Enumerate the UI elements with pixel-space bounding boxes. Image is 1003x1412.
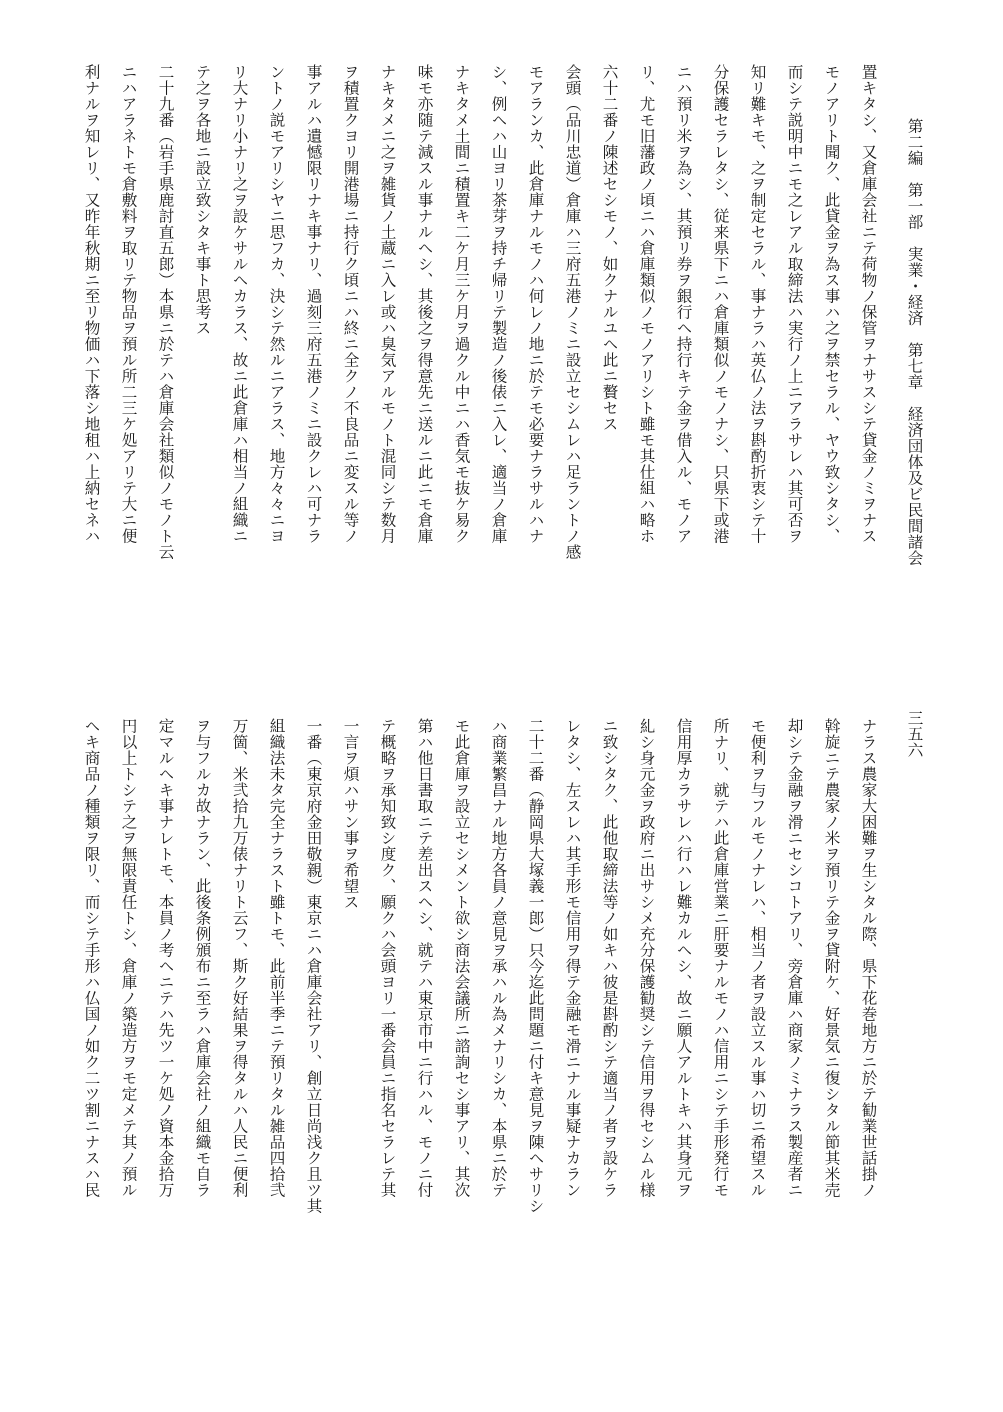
text-column: シ、例ヘハ山ヨリ茶芽ヲ持チ帰リテ製造ノ後俵ニ入レ、適当ノ倉庫 [489,64,508,544]
text-column: ヘキ商品ノ種類ヲ限リ、而シテ手形ハ仏国ノ如ク二ツ割ニナスハ民 [82,718,101,1198]
text-column: モノアリト聞ク、此貸金ヲ為ス事ハ之ヲ禁セラル、ヤウ致シタシ、 [822,64,841,544]
text-column: ニハアラネトモ倉敷料ヲ取リテ物品ヲ預ル所二三ケ処アリテ大ニ便 [119,64,138,544]
text-column: リ大ナリ小ナリ之ヲ設ケサルヘカラス、故ニ此倉庫ハ相当ノ組織ニ [230,64,249,544]
text-column: ハ商業繁昌ナル地方各員ノ意見ヲ承ハル為メナリシカ、本県ニ於テ [489,718,508,1198]
text-column: 分保護セラレタシ、従来県下ニハ倉庫類似ノモノナシ、只県下或港 [711,64,730,544]
text-column: 二十九番（岩手県鹿討直五郎）本県ニ於テハ倉庫会社類似ノモノト云 [156,64,175,560]
text-column: リ、尤モ旧藩政ノ頃ニハ倉庫類似ノモノアリシト雖モ其仕組ハ略ホ [637,64,656,544]
text-column: 所ナリ、就テハ此倉庫営業ニ肝要ナルモノハ信用ニシテ手形発行モ [711,718,730,1198]
text-column: ニ致シタク、此他取締法等ノ如キハ彼是斟酌シテ適当ノ者ヲ設ケラ [600,718,619,1198]
text-column: 糺シ身元金ヲ政府ニ出サシメ充分保護勧奨シテ信用ヲ得セシムル様 [637,718,656,1198]
text-column: テ之ヲ各地ニ設立致シタキ事ト思考ス [193,64,212,336]
text-column: 一番（東京府金田敬親）東京ニハ倉庫会社アリ、創立日尚浅ク且ツ其 [304,718,323,1214]
text-column: 組織法未タ完全ナラスト雖トモ、此前半季ニテ預リタル雑品四拾弐 [267,718,286,1198]
text-column: 却シテ金融ヲ滑ニセシコトアリ、旁倉庫ハ商家ノミナラス製産者ニ [785,718,804,1198]
text-column: ヲ与フルカ故ナラン、此後条例頒布ニ至ラハ倉庫会社ノ組織モ自ラ [193,718,212,1198]
text-column: モ此倉庫ヲ設立セシメント欲シ商法会議所ニ諮詢セシ事アリ、其次 [452,718,471,1198]
text-column: 会頭（品川忠道）倉庫ハ三府五港ノミニ設立セシムレハ足ラントノ感 [563,64,582,560]
text-column: モアランカ、此倉庫ナルモノハ何レノ地ニ於テモ必要ナラサルハナ [526,64,545,544]
text-column: ヲ積置クヨリ開港場ニ持行ク頃ニハ終ニ全クノ不良品ニ変スル等ノ [341,64,360,544]
text-column: 信用厚カラサレハ行ハレ難カルヘシ、故ニ願人アルトキハ其身元ヲ [674,718,693,1198]
text-column: 二十二番（静岡県大塚義一郎）只今迄此問題ニ付キ意見ヲ陳ヘサリシ [526,718,545,1214]
text-column: 知リ難キモ、之ヲ制定セラル、事ナラハ英仏ノ法ヲ斟酌折衷シテ十 [748,64,767,544]
text-column: 置キタシ、又倉庫会社ニテ荷物ノ保管ヲナサスシテ貸金ノミヲナス [859,64,878,544]
text-column: 事アルハ遺憾限リナキ事ナリ、過刻三府五港ノミニ設クレハ可ナラ [304,64,323,544]
text-column: 利ナルヲ知レリ、又昨年秋期ニ至リ物価ハ下落シ地租ハ上納セネハ [82,64,101,544]
text-column: 円以上トシテ之ヲ無限責任トシ、倉庫ノ築造方ヲモ定メテ其ノ預ル [119,718,138,1198]
text-column: ニハ預リ米ヲ為シ、其預リ券ヲ銀行ヘ持行キテ金ヲ借入ル、モノア [674,64,693,544]
text-column: ナラス農家大困難ヲ生シタル際、県下花巻地方ニ於テ勧業世話掛ノ [859,718,878,1198]
text-column: 第ハ他日書取ニテ差出スヘシ、就テハ東京市中ニ行ハル、モノニ付 [415,718,434,1198]
text-column: ナキタメ土間ニ積置キ二ケ月三ケ月ヲ過クル中ニハ香気モ抜ケ易ク [452,64,471,544]
text-column: 万箇、米弐拾九万俵ナリト云フ、斯ク好結果ヲ得タルハ人民ニ便利 [230,718,249,1198]
text-column: 一言ヲ煩ハサン事ヲ希望ス [341,718,360,910]
text-column: 味モ亦随テ減スル事ナルヘシ、其後之ヲ得意先ニ送ルニ此ニモ倉庫 [415,64,434,544]
running-header: 第二編 第一部 実業・経済 第七章 経済団体及ビ民間諸会 [905,118,924,566]
text-column: テ概略ヲ承知致シ度ク、願クハ会頭ヨリ一番会員ニ指名セラレテ其 [378,718,397,1198]
page-number: 三五六 [905,710,924,758]
text-column: モ便利ヲ与フルモノナレハ、相当ノ者ヲ設立スル事ハ切ニ希望スル [748,718,767,1198]
text-column: 斡旋ニテ農家ノ米ヲ預リテ金ヲ貸附ケ、好景気ニ復シタル節其米売 [822,718,841,1198]
text-column: 定マルヘキ事ナレトモ、本員ノ考ヘニテハ先ツ一ケ処ノ資本金拾万 [156,718,175,1198]
text-column: レタシ、左スレハ其手形モ信用ヲ得テ金融モ滑ニナル事疑ナカラン [563,718,582,1198]
text-column: 而シテ説明中ニモ之レアル取締法ハ実行ノ上ニアラサレハ其可否ヲ [785,64,804,544]
text-column: ントノ説モアリシヤニ思フカ、決シテ然ルニアラス、地方々々ニヨ [267,64,286,544]
text-column: 六十二番ノ陳述セシモノ、如クナルユヘ此ニ贅セス [600,64,619,432]
text-column: ナキタメニ之ヲ雑貨ノ土蔵ニ入レ或ハ臭気アルモノト混同シテ数月 [378,64,397,544]
